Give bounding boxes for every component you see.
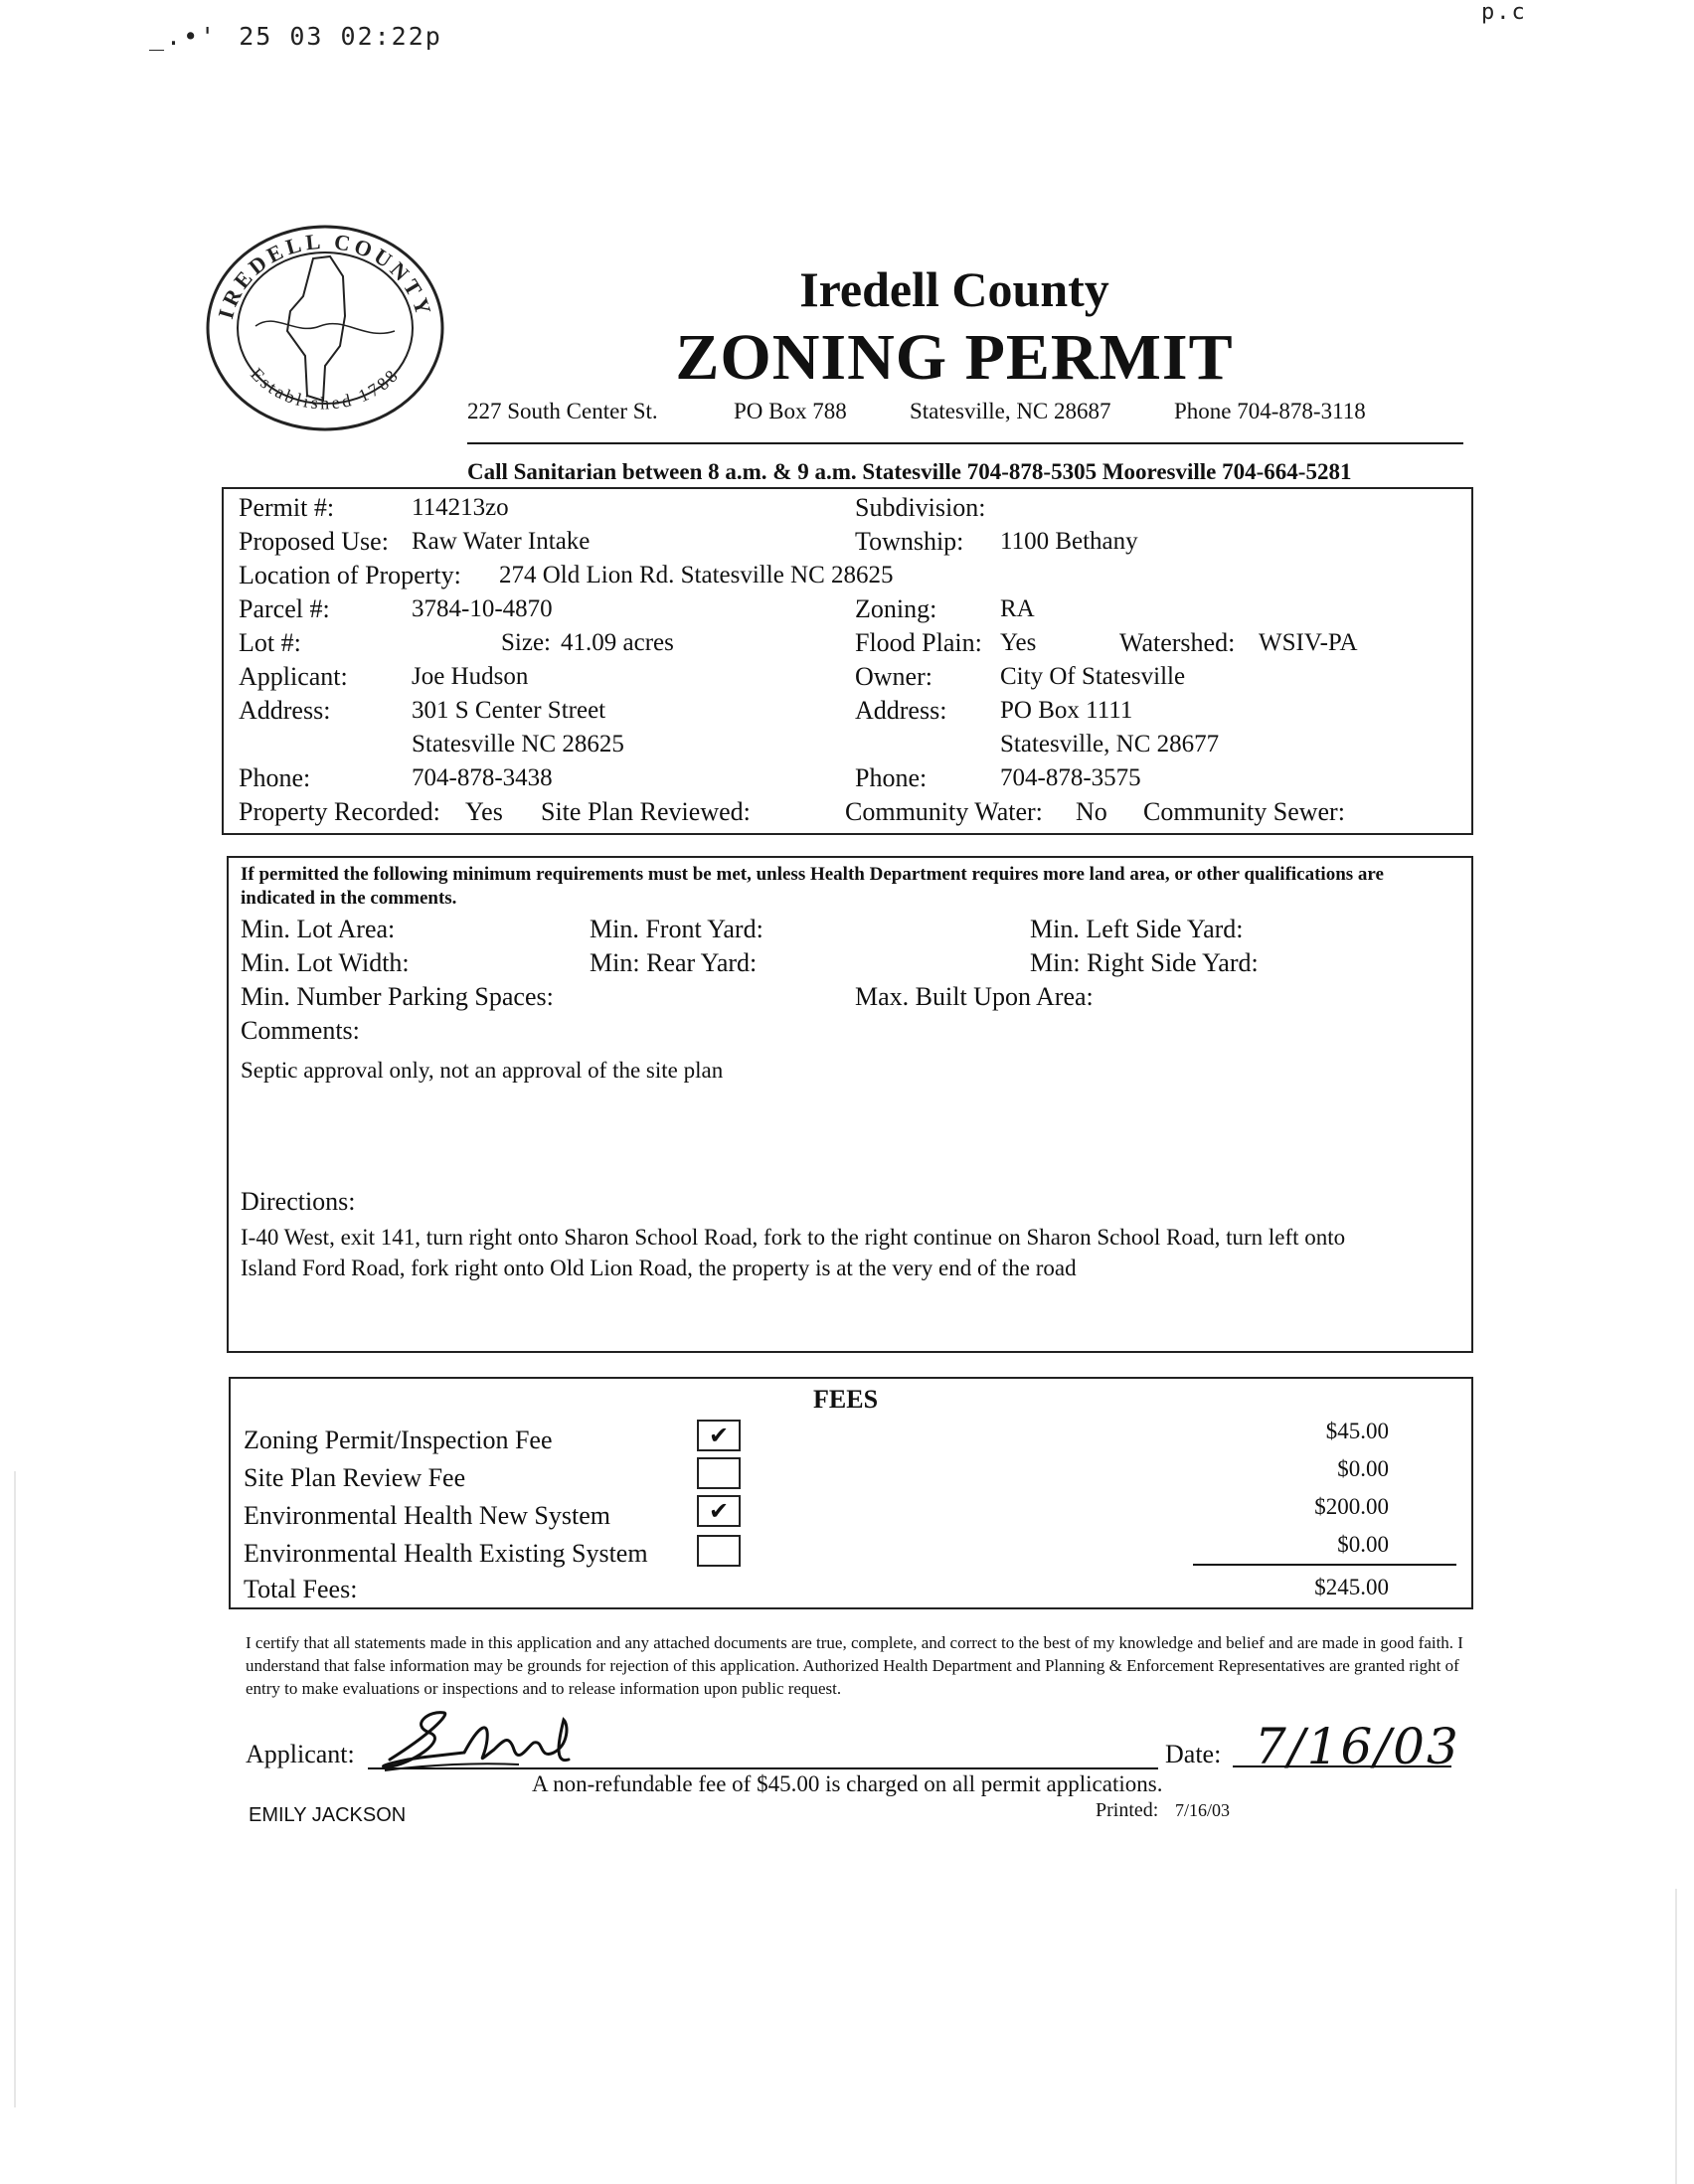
- owner-address-label: Address:: [855, 696, 947, 725]
- directions-line2: Island Ford Road, fork right onto Old Lion Road, the property is at the very end of the road: [241, 1256, 1077, 1280]
- applicant-value: Joe Hudson: [412, 663, 529, 690]
- watershed-label: Watershed:: [1119, 628, 1236, 657]
- lot-label: Lot #:: [239, 628, 301, 657]
- scan-edge-right: [1675, 1889, 1677, 2184]
- watershed-value: WSIV-PA: [1259, 629, 1358, 656]
- fee-amount: $45.00: [1325, 1419, 1389, 1443]
- comments-label: Comments:: [241, 1016, 360, 1045]
- fee-amount: $0.00: [1337, 1532, 1389, 1557]
- fee-label: Zoning Permit/Inspection Fee: [244, 1426, 553, 1454]
- owner-address-line1: PO Box 1111: [1000, 697, 1133, 724]
- min-front-yard-label: Min. Front Yard:: [590, 915, 763, 943]
- fee-amount: $200.00: [1314, 1494, 1389, 1519]
- certification-text: I certify that all statements made in this application and any attached documents are true, complete, and correct to the best of my knowledge and belief and are made in good faith. I understand that false information may be grounds for rejection of this application. Authorized Health Department and Planning & Enforcement Representatives are granted right of entry to make evaluations or inspections and to release information upon public request.: [246, 1633, 1463, 1698]
- owner-phone-label: Phone:: [855, 763, 928, 792]
- fees-heading: FEES: [813, 1385, 879, 1414]
- fee-note: A non-refundable fee of $45.00 is charged on all permit applications.: [532, 1771, 1163, 1796]
- min-right-side-yard-label: Min: Right Side Yard:: [1030, 948, 1259, 977]
- size-label: Size:: [501, 629, 551, 656]
- directions-line1: I-40 West, exit 141, turn right onto Sharon School Road, fork to the right continue on Sharon School Road, turn left onto: [241, 1225, 1346, 1250]
- applicant-signature-label: Applicant:: [246, 1740, 355, 1768]
- fax-marks: _.•' 25 03 02:22p: [149, 22, 442, 51]
- owner-label: Owner:: [855, 662, 932, 691]
- permit-details-box: [222, 487, 1473, 835]
- applicant-phone-value: 704-878-3438: [412, 764, 553, 791]
- subdivision-label: Subdivision:: [855, 493, 986, 522]
- applicant-address-label: Address:: [239, 696, 331, 725]
- min-lot-width-label: Min. Lot Width:: [241, 948, 410, 977]
- total-rule: [1193, 1564, 1456, 1566]
- fee-checkbox[interactable]: ✔: [697, 1495, 741, 1527]
- comments-value: Septic approval only, not an approval of the site plan: [241, 1058, 724, 1083]
- scan-edge-left: [14, 1471, 16, 2107]
- fee-label: Environmental Health New System: [244, 1501, 610, 1530]
- fee-amount: $0.00: [1337, 1456, 1389, 1481]
- owner-phone-value: 704-878-3575: [1000, 764, 1141, 791]
- min-rear-yard-label: Min: Rear Yard:: [590, 948, 758, 977]
- office-city: Statesville, NC 28687: [910, 399, 1111, 423]
- applicant-phone-label: Phone:: [239, 763, 311, 792]
- max-built-upon-label: Max. Built Upon Area:: [855, 982, 1094, 1011]
- applicant-address-line1: 301 S Center Street: [412, 697, 606, 724]
- location-value: 274 Old Lion Rd. Statesville NC 28625: [499, 562, 894, 588]
- fax-stamp: 25 03 02:22p: [239, 22, 442, 51]
- proposed-use-label: Proposed Use:: [239, 527, 389, 556]
- total-fees-value: $245.00: [1314, 1575, 1389, 1599]
- property-recorded-value: Yes: [465, 797, 503, 826]
- permit-number-label: Permit #:: [239, 493, 335, 522]
- header-rule: [467, 442, 1463, 444]
- community-water-label: Community Water:: [845, 797, 1043, 826]
- page-mark: p.c: [1481, 0, 1527, 25]
- fee-label: Site Plan Review Fee: [244, 1463, 466, 1492]
- community-water-value: No: [1076, 797, 1107, 826]
- office-po-box: PO Box 788: [734, 399, 847, 423]
- printed-date: 7/16/03: [1175, 1800, 1231, 1820]
- min-parking-label: Min. Number Parking Spaces:: [241, 982, 554, 1011]
- fee-checkbox[interactable]: [697, 1457, 741, 1489]
- zoning-value: RA: [1000, 595, 1035, 622]
- sanitarian-note: Call Sanitarian between 8 a.m. & 9 a.m. Statesville 704-878-5305 Mooresville 704-664-5281: [467, 459, 1352, 484]
- requirements-intro: If permitted the following minimum requirements must be met, unless Health Department requires more land area, or other qualifications are indicated in the comments.: [241, 864, 1384, 909]
- page-title: ZONING PERMIT: [675, 321, 1234, 394]
- permit-number-value: 114213zo: [412, 494, 509, 521]
- township-label: Township:: [855, 527, 964, 556]
- office-phone: Phone 704-878-3118: [1174, 399, 1366, 423]
- zoning-label: Zoning:: [855, 594, 937, 623]
- office-street: 227 South Center St.: [467, 399, 658, 423]
- seal-top-text: IREDELL COUNTY: [213, 228, 437, 322]
- location-label: Location of Property:: [239, 561, 461, 589]
- date-label: Date:: [1165, 1740, 1222, 1768]
- applicant-address-line2: Statesville NC 28625: [412, 731, 624, 757]
- handwritten-date: 7/16/03: [1255, 1718, 1460, 1775]
- fee-label: Environmental Health Existing System: [244, 1539, 648, 1568]
- property-recorded-label: Property Recorded:: [239, 797, 440, 826]
- directions-label: Directions:: [241, 1187, 356, 1216]
- flood-plain-value: Yes: [1000, 629, 1037, 656]
- seal-bottom-text: Established 1788: [247, 364, 404, 414]
- county-name: Iredell County: [799, 261, 1109, 317]
- size-value: 41.09 acres: [561, 629, 674, 656]
- min-lot-area-label: Min. Lot Area:: [241, 915, 396, 943]
- flood-plain-label: Flood Plain:: [855, 628, 982, 657]
- owner-address-line2: Statesville, NC 28677: [1000, 731, 1220, 757]
- township-value: 1100 Bethany: [1000, 528, 1138, 555]
- owner-value: City Of Statesville: [1000, 663, 1186, 690]
- applicant-label: Applicant:: [239, 662, 348, 691]
- printed-label: Printed:: [1096, 1799, 1159, 1821]
- fee-checkbox[interactable]: [697, 1535, 741, 1567]
- min-left-side-yard-label: Min. Left Side Yard:: [1030, 915, 1244, 943]
- fee-checkbox[interactable]: ✔: [697, 1420, 741, 1451]
- site-plan-reviewed-label: Site Plan Reviewed:: [541, 797, 751, 826]
- community-sewer-label: Community Sewer:: [1143, 797, 1345, 826]
- preparer-name: EMILY JACKSON: [249, 1804, 407, 1826]
- proposed-use-value: Raw Water Intake: [412, 528, 591, 555]
- parcel-value: 3784-10-4870: [412, 595, 553, 622]
- parcel-label: Parcel #:: [239, 594, 330, 623]
- total-fees-label: Total Fees:: [244, 1575, 358, 1603]
